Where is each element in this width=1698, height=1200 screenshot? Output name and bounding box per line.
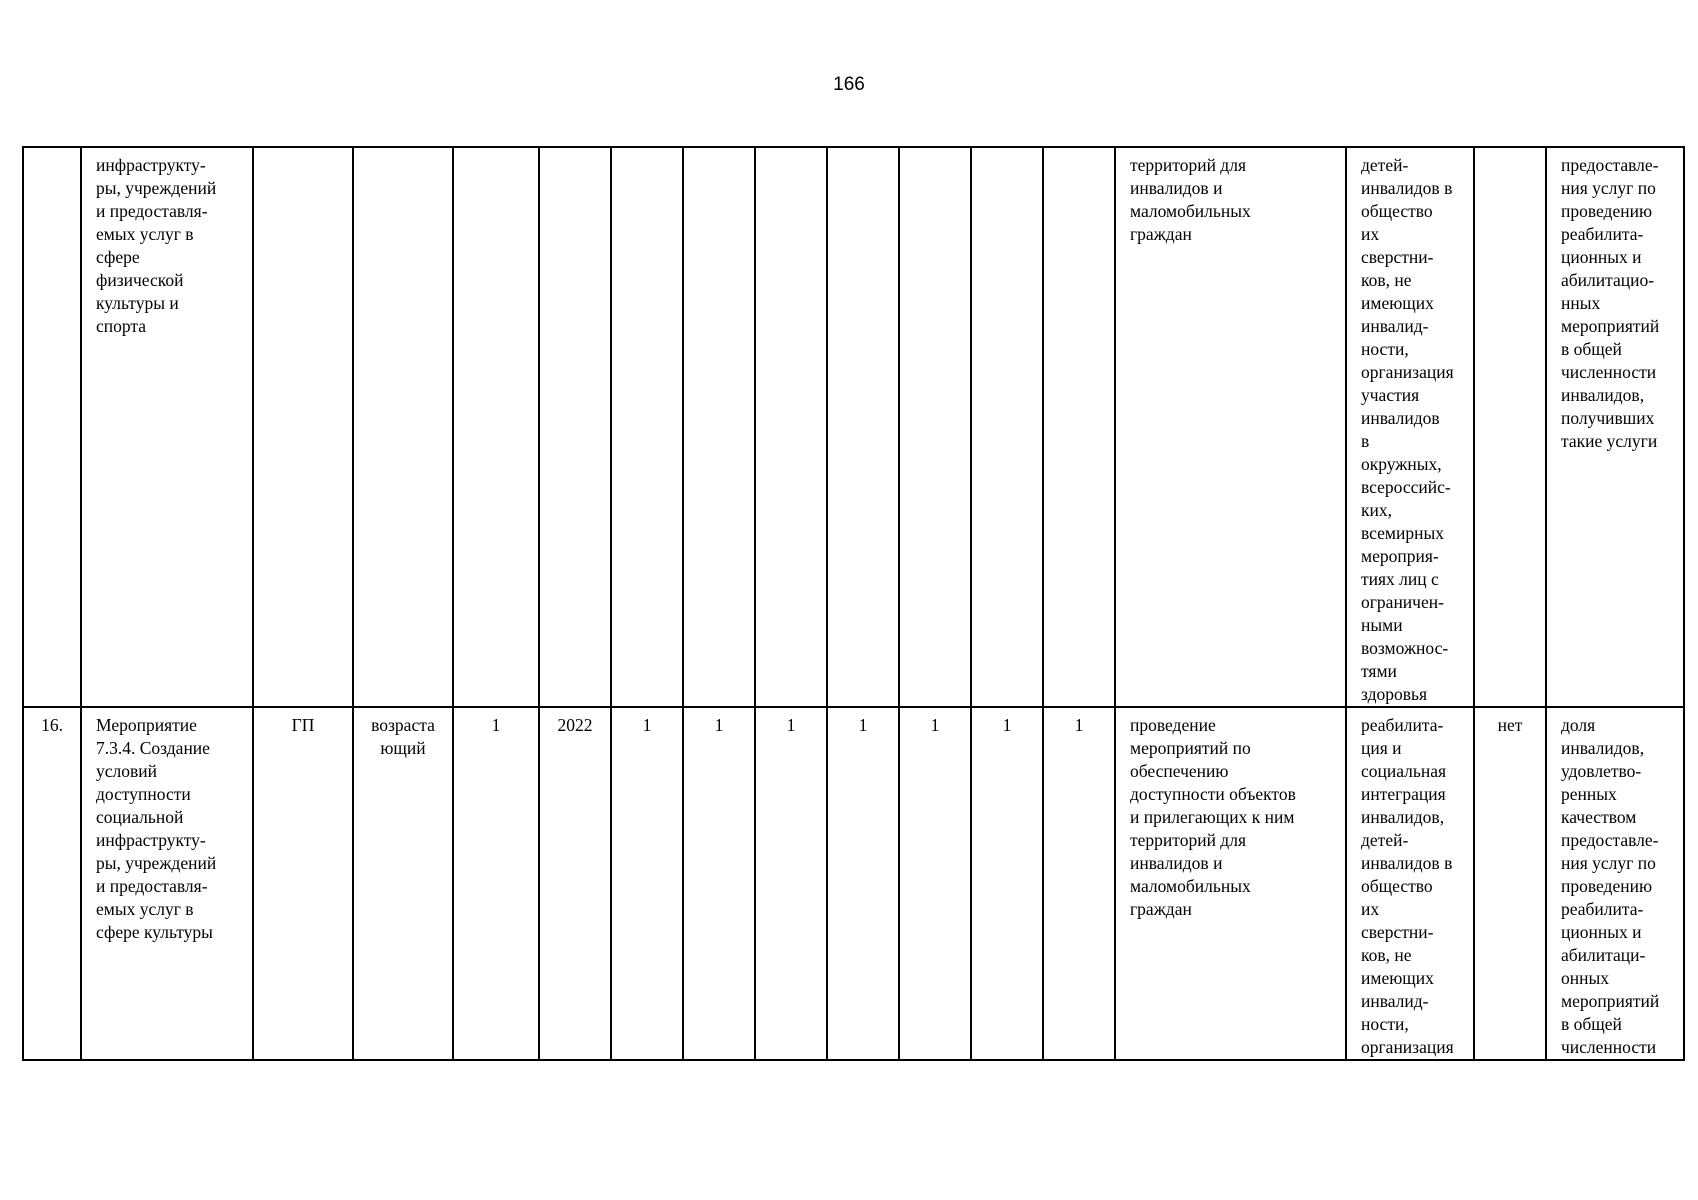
cell-number: 16. bbox=[23, 707, 81, 1060]
cell-base-value bbox=[453, 147, 539, 707]
cell-value-1: 1 bbox=[611, 707, 683, 1060]
cell-measure-name: инфраструкту- ры, учреждений и предоставля- емых услуг в сфере физической культуры и спорта bbox=[96, 155, 217, 336]
cell-executor bbox=[253, 147, 353, 707]
cell-flag: нет bbox=[1474, 707, 1546, 1060]
cell-value-6: 1 bbox=[971, 707, 1043, 1060]
cell-target-indicator: доля инвалидов, удовлетво- ренных качеством предоставле- ния услуг по проведению реабилита- ционных и абилитаци- онных мероприятий в общей численности bbox=[1561, 715, 1660, 1057]
table-row bbox=[23, 147, 1684, 707]
cell-description: проведение мероприятий по обеспечению доступности объектов и прилегающих к ним территорий для инвалидов и маломобильных граждан bbox=[1130, 715, 1296, 919]
cell-value-2: 1 bbox=[683, 707, 755, 1060]
cell-value-3 bbox=[755, 147, 827, 707]
table-row bbox=[23, 707, 1684, 1060]
cell-description: территорий для инвалидов и маломобильных граждан bbox=[1130, 155, 1251, 244]
cell-base-value: 1 bbox=[453, 707, 539, 1060]
cell-target-indicator: предоставле- ния услуг по проведению реабилита- ционных и абилитацио- нных мероприятий в общей численности инвалидов, получивших такие услуги bbox=[1561, 155, 1660, 451]
cell-result: детей- инвалидов в общество их сверстни- ков, не имеющих инвалид- ности, организация участия инвалидов в окружных, всероссийс- ких, всемирных мероприя- тиях лиц с ограничен- ными возможнос- тями здоровья bbox=[1361, 155, 1454, 704]
cell-result: реабилита- ция и социальная интеграция инвалидов, детей- инвалидов в общество их сверстни- ков, не имеющих инвалид- ности, организация bbox=[1361, 715, 1454, 1057]
page-number: 166 bbox=[833, 74, 865, 95]
cell-flag bbox=[1474, 147, 1546, 707]
cell-value-5: 1 bbox=[899, 707, 971, 1060]
cell-number bbox=[23, 147, 81, 707]
cell-value-3: 1 bbox=[755, 707, 827, 1060]
cell-year bbox=[539, 147, 611, 707]
cell-executor: ГП bbox=[253, 707, 353, 1060]
measures-table bbox=[22, 146, 1685, 1061]
cell-value-5 bbox=[899, 147, 971, 707]
cell-value-2 bbox=[683, 147, 755, 707]
cell-value-4 bbox=[827, 147, 899, 707]
cell-value-7 bbox=[1043, 147, 1115, 707]
cell-indicator-type: возраста ющий bbox=[371, 715, 435, 758]
cell-value-4: 1 bbox=[827, 707, 899, 1060]
cell-value-6 bbox=[971, 147, 1043, 707]
cell-year: 2022 bbox=[539, 707, 611, 1060]
cell-measure-name: Мероприятие 7.3.4. Создание условий доступности социальной инфраструкту- ры, учреждений и предоставля- емых услуг в сфере культуры bbox=[96, 715, 217, 942]
cell-value-7: 1 bbox=[1043, 707, 1115, 1060]
cell-value-1 bbox=[611, 147, 683, 707]
